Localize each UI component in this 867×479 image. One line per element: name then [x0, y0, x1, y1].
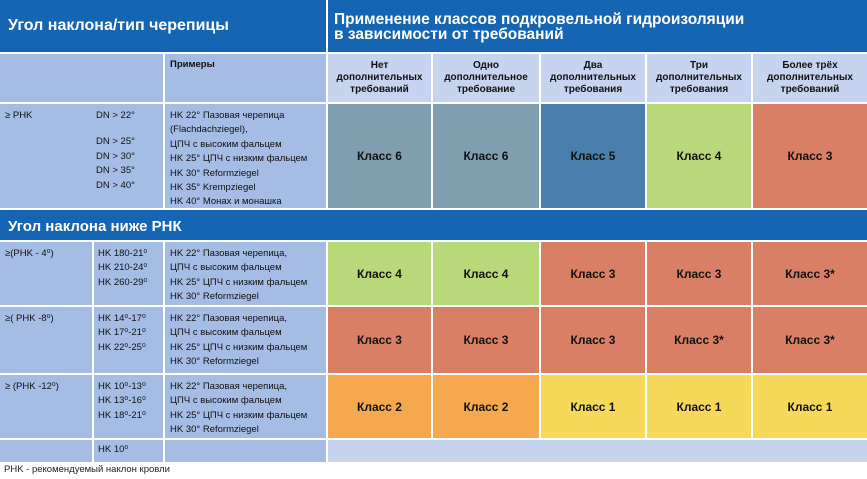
- hk-line: HK 14⁰-17⁰: [98, 313, 146, 324]
- class-cell: Класс 1: [647, 375, 751, 438]
- example-line: HK 25° ЦПЧ с низким фальцем: [170, 153, 308, 165]
- hk-line: HK 18⁰-21⁰: [98, 409, 146, 421]
- class-cell: Класс 2: [328, 375, 431, 438]
- dn-line: DN > 40°: [96, 179, 135, 191]
- example-line: HK 30° Reformziegel: [170, 167, 259, 179]
- column-header-3: [647, 54, 751, 102]
- dn-line: DN > 30°: [96, 150, 135, 162]
- example-line: HK 22° Пазовая черепица,: [170, 313, 288, 324]
- hk-line: HK 13⁰-16⁰: [98, 395, 146, 407]
- col-head-line: требование: [456, 83, 516, 95]
- col-head-line: Три: [690, 60, 708, 72]
- example-line: HK 22° Пазовая черепица: [170, 110, 285, 121]
- example-line: ЦПЧ с высоким фальцем: [170, 327, 282, 339]
- column-header-4: [753, 54, 867, 102]
- class-cell: Класс 3: [753, 104, 867, 208]
- examples-label: Примеры: [165, 54, 326, 102]
- column-header-0: [328, 54, 431, 102]
- class-cell: Класс 6: [433, 104, 539, 208]
- col-head-line: Два: [583, 60, 603, 72]
- col-head-line: требования: [563, 83, 623, 95]
- section1-dn: [92, 104, 163, 208]
- example-line: HK 25° ЦПЧ с низким фальцем: [170, 341, 308, 353]
- header-right-title: [328, 0, 867, 52]
- class-cell: Класс 3: [541, 307, 645, 373]
- section1-angle: ≥ PHK: [0, 104, 92, 208]
- col-head-line: Одно: [472, 60, 499, 72]
- dn-line: DN > 25°: [96, 136, 135, 148]
- class-cell: Класс 5: [541, 104, 645, 208]
- col-head-line: требования: [669, 83, 729, 95]
- class-cell: Класс 3*: [753, 242, 867, 305]
- example-line: HK 22° Пазовая черепица,: [170, 248, 288, 259]
- class-cell: Класс 6: [328, 104, 431, 208]
- class-cell: Класс 4: [328, 242, 431, 305]
- row2-angle: ≥( PHK -8⁰): [0, 307, 92, 373]
- col-head-line: дополнительных: [550, 72, 636, 84]
- last-row-examples: [165, 440, 326, 462]
- column-header-2: [541, 54, 645, 102]
- hk-line: HK 10⁰-13⁰: [98, 381, 146, 392]
- example-line: HK 30° Reformziegel: [170, 356, 259, 368]
- row1-hk: [94, 242, 163, 305]
- class-cell: Класс 1: [753, 375, 867, 438]
- class-cell: Класс 3: [647, 242, 751, 305]
- class-cell: Класс 4: [433, 242, 539, 305]
- col-head-line: дополнительных: [336, 72, 423, 84]
- row1-angle: ≥(PHK - 4⁰): [0, 242, 92, 305]
- class-cell: Класс 3*: [753, 307, 867, 373]
- header-left-title: Угол наклона/тип черепицы: [0, 0, 326, 52]
- hk-line: HK 17⁰-21⁰: [98, 327, 146, 339]
- class-cell: Класс 1: [541, 375, 645, 438]
- example-line: HK 30° Reformziegel: [170, 291, 259, 303]
- section1-examples: [165, 104, 326, 208]
- row3-examples: [165, 375, 326, 438]
- dn-line: DN > 22°: [96, 110, 135, 121]
- last-row-hk: HK 10⁰: [94, 440, 163, 462]
- example-line: HK 25° ЦПЧ с низким фальцем: [170, 276, 308, 288]
- col-head-line: Более трёх: [782, 60, 838, 72]
- hk-line: HK 22⁰-25⁰: [98, 341, 146, 353]
- header-right-line1: Применение классов подкровельной гидроизоляции: [334, 11, 745, 28]
- class-cell: Класс 4: [647, 104, 751, 208]
- class-cell: Класс 3: [433, 307, 539, 373]
- last-row-empty: [328, 440, 867, 462]
- last-row-angle: [0, 440, 92, 462]
- col-head-line: дополнительных: [767, 72, 853, 84]
- example-line: HK 40° Монах и монашка: [170, 196, 282, 208]
- hk-line: HK 260-29⁰: [98, 276, 148, 288]
- col-head-line: дополнительное: [444, 72, 528, 84]
- row2-hk: [94, 307, 163, 373]
- class-cell: Класс 3*: [647, 307, 751, 373]
- example-line: ЦПЧ с высоким фальцем: [170, 395, 282, 407]
- col-head-line: дополнительных: [656, 72, 742, 84]
- column-header-1: [433, 54, 539, 102]
- class-cell: Класс 2: [433, 375, 539, 438]
- example-line: HK 35° Krempziegel: [170, 182, 256, 194]
- example-line: (Flachdachziegel),: [170, 124, 248, 136]
- row2-examples: [165, 307, 326, 373]
- subheader-empty: [0, 54, 163, 102]
- example-line: ЦПЧ с высоким фальцем: [170, 262, 282, 274]
- class-cell: Класс 3: [328, 307, 431, 373]
- hk-line: HK 180-21⁰: [98, 248, 148, 259]
- class-cell: Класс 3: [541, 242, 645, 305]
- dn-line: DN > 35°: [96, 165, 135, 177]
- hk-line: HK 210-24⁰: [98, 262, 148, 274]
- example-line: HK 25° ЦПЧ с низким фальцем: [170, 409, 308, 421]
- row3-angle: ≥ (PHK -12⁰): [0, 375, 92, 438]
- footnote: PHK - рекомендуемый наклон кровли: [4, 464, 170, 475]
- row1-examples: [165, 242, 326, 305]
- col-head-line: требований: [350, 83, 409, 95]
- col-head-line: Нет: [370, 60, 389, 72]
- example-line: ЦПЧ с высоким фальцем: [170, 138, 282, 150]
- section-band-title: Угол наклона ниже РНК: [0, 210, 867, 240]
- row3-hk: [94, 375, 163, 438]
- example-line: HK 22° Пазовая черепица,: [170, 381, 288, 392]
- col-head-line: требований: [780, 83, 840, 95]
- example-line: HK 30° Reformziegel: [170, 424, 259, 436]
- header-right-line2: в зависимости от требований: [334, 26, 564, 43]
